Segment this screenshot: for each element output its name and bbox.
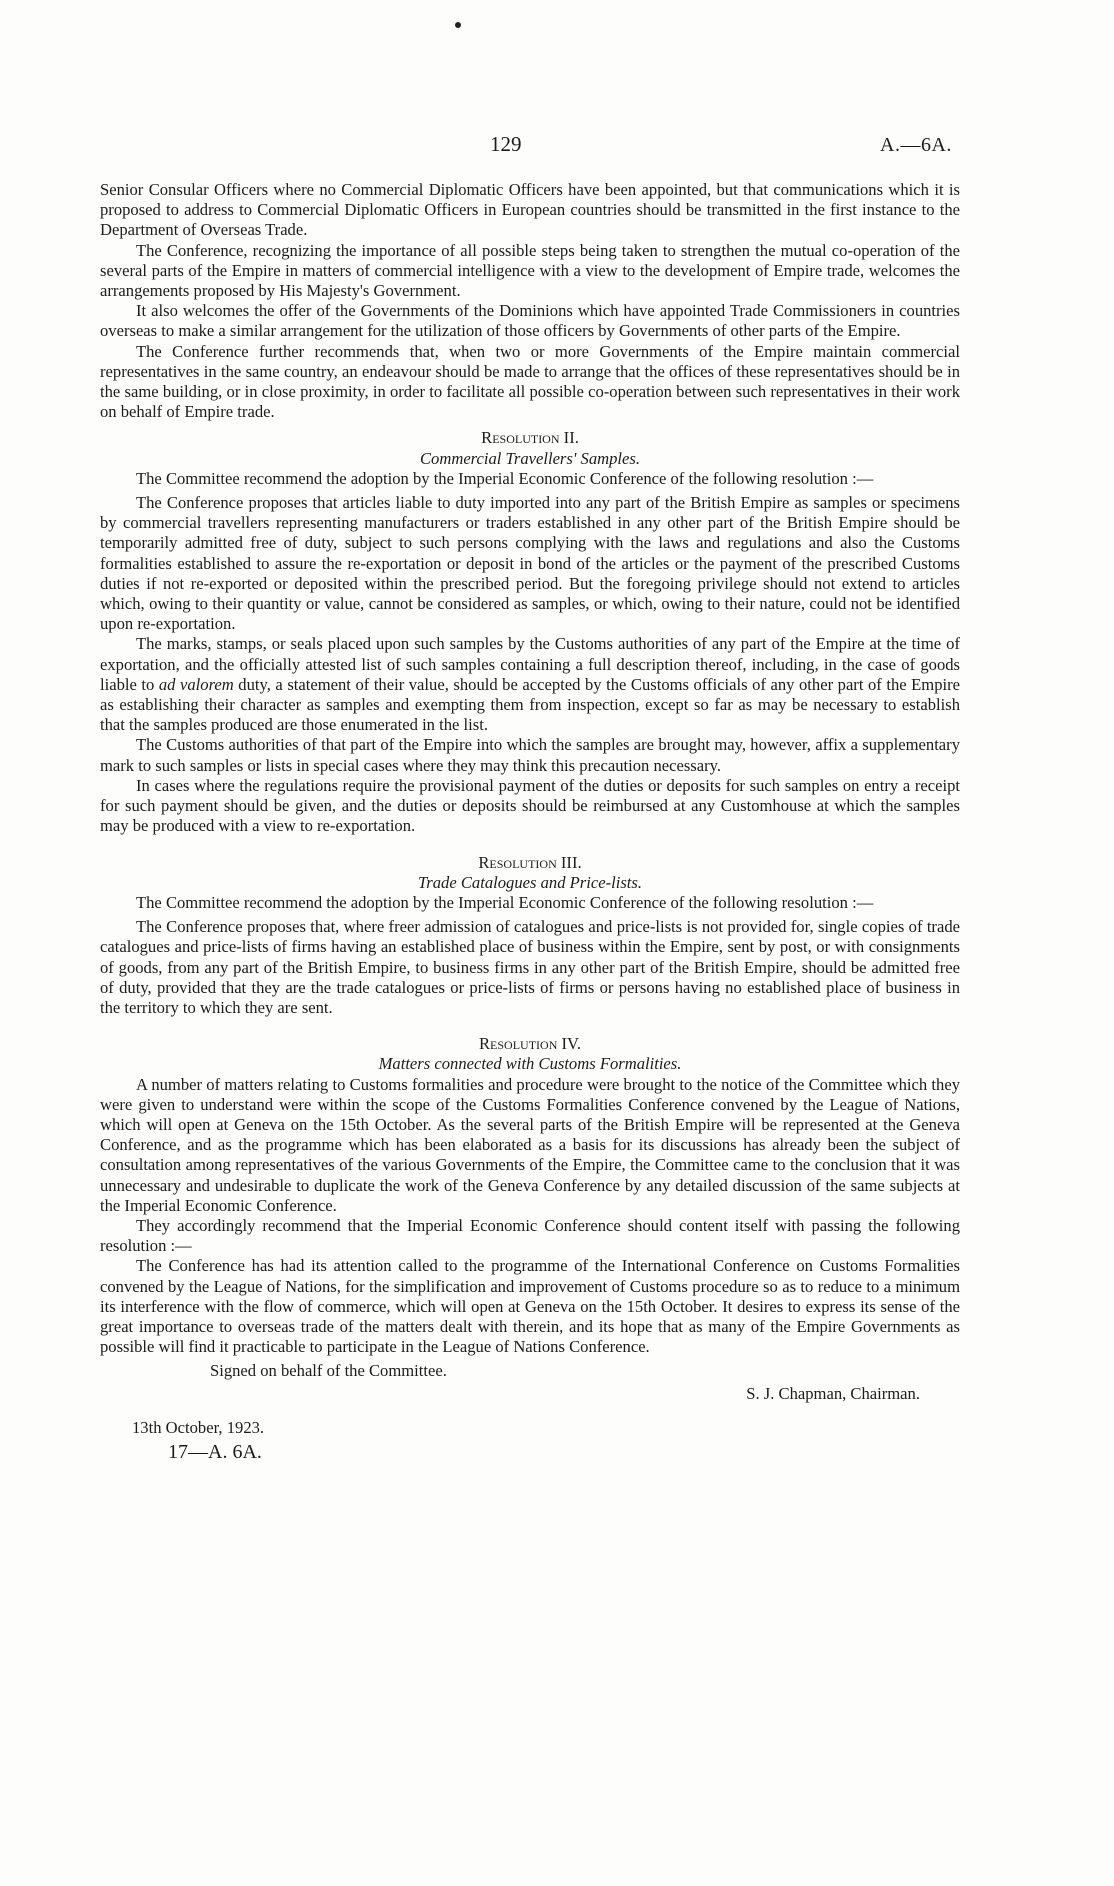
sheet-mark: 17—A. 6A. [168, 1440, 262, 1463]
paragraph: The Conference further recommends that, when two or more Governments of the Empire maintain commercial representatives in the same country, an endeavour should be made to arrange that the offices of these representatives should be in the same building, or in close proximity, in order to facilitate all possible co-operation between such representatives in their work on behalf of Empire trade. [100, 341, 960, 422]
paragraph: Senior Consular Officers where no Commercial Diplomatic Officers have been appointed, but that communications which it is proposed to address to Commercial Diplomatic Officers in European countries should be transmitted in the first instance to the Department of Overseas Trade. [100, 180, 960, 240]
print-mark-dot [455, 22, 461, 28]
paragraph: The Conference proposes that, where freer admission of catalogues and price-lists is not provided for, single copies of trade catalogues and price-lists of firms having an established place of business within the Empire, sent by post, or with consignments of goods, from any part of the British Empire, to business firms in any other part of the British Empire, should be admitted free of duty, provided that they are the trade catalogues or price-lists of firms or persons having no established place of business in the territory to which they are sent. [100, 917, 960, 1017]
resolution-heading: Resolution IV. [478, 1034, 582, 1054]
paragraph [100, 634, 960, 735]
paragraph: The Customs authorities of that part of the Empire into which the samples are brought may, however, affix a supplementary mark to such samples or lists in special cases where they may think this precaution necessary. [100, 735, 960, 775]
document-body [100, 180, 960, 1462]
paragraph: A number of matters relating to Customs formalities and procedure were brought to the notice of the Committee which they were given to understand were within the scope of the Customs Formalities Conference convened by the League of Nations, which will open at Geneva on the 15th October. As the several parts of the British Empire will be represented at the Geneva Conference, and as the programme which has been elaborated as a basis for its discussions has already been the subject of consultation among representatives of the various Governments of the Empire, the Committee came to the conclusion that it was unnecessary and undesirable to duplicate the work of the Geneva Conference by any detailed discussion of the same subjects at the Imperial Economic Conference. [100, 1074, 960, 1215]
page-number: 129 [490, 132, 522, 156]
signed-line: Signed on behalf of the Committee. [210, 1361, 447, 1381]
resolution-heading: Resolution II. [481, 428, 579, 448]
text-run: duty, a statement of their value, should be accepted by the Customs officials of any other part of the Empire as establishing their character as samples and exempting them from inspection, except so far as may be necessary to establish that the samples produced are those enumerated in the list. [100, 674, 960, 735]
paragraph: The Conference, recognizing the importance of all possible steps being taken to strengthen the mutual co-operation of the several parts of the Empire in matters of commercial intelligence with a view to the development of Empire trade, welcomes the arrangements proposed by His Majesty's Government. [100, 240, 960, 301]
resolution-subtitle: Trade Catalogues and Price-lists. [417, 872, 642, 892]
resolution-heading: Resolution III. [478, 852, 582, 872]
paragraph: The Committee recommend the adoption by the Imperial Economic Conference of the following resolution :— [136, 892, 874, 912]
document-reference: A.—6A. [880, 134, 952, 156]
text-run: The marks, stamps, or seals placed upon such samples by the Customs authorities of any part of the Empire at the time of exportation, and the officially attested list of such samples containing a full description thereof, including, in the case of goods liable to [100, 634, 960, 694]
italic-term: ad valorem [158, 674, 234, 694]
resolution-subtitle: Commercial Travellers' Samples. [419, 448, 641, 468]
paragraph: The Conference proposes that articles liable to duty imported into any part of the British Empire as samples or specimens by commercial travellers representing manufacturers or traders established in any other part of the British Empire should be temporarily admitted free of duty, subject to such persons complying with the laws and regulations and also the Customs formalities established to assure the re-exportation or deposit in bond of the articles or the payment of the prescribed Customs duties if not re-exported or deposited within the prescribed period. But the foregoing privilege should not extend to articles which, owing to their quantity or value, cannot be considered as samples, or which, owing to their nature, could not be identified upon re-exportation. [100, 493, 960, 634]
paragraph: In cases where the regulations require the provisional payment of the duties or deposits for such samples on entry a receipt for such payment should be given, and the duties or deposits should be reimbursed at any Customhouse at which the samples may be produced with a view to re-exportation. [100, 775, 960, 836]
date-line: 13th October, 1923. [132, 1417, 265, 1437]
paragraph: The Conference has had its attention called to the programme of the International Conference on Customs Formalities convened by the League of Nations, for the simplification and improvement of Customs procedure so as to reduce to a minimum its interference with the flow of commerce, which will open at Geneva on the 15th October. It desires to express its sense of the great importance to overseas trade of the matters dealt with therein, and its hope that as many of the Empire Governments as possible will find it practicable to participate in the League of Nations Conference. [100, 1256, 960, 1357]
chairman-signature: S. J. Chapman, Chairman. [746, 1383, 920, 1403]
paragraph: It also welcomes the offer of the Governments of the Dominions which have appointed Trade Commissioners in countries overseas to make a similar arrangement for the utilization of those officers by Governments of other parts of the Empire. [100, 301, 960, 341]
resolution-subtitle: Matters connected with Customs Formalities. [378, 1054, 682, 1074]
paragraph: The Committee recommend the adoption by the Imperial Economic Conference of the following resolution :— [136, 468, 874, 488]
paragraph: They accordingly recommend that the Imperial Economic Conference should content itself with passing the following resolution :— [100, 1215, 960, 1256]
